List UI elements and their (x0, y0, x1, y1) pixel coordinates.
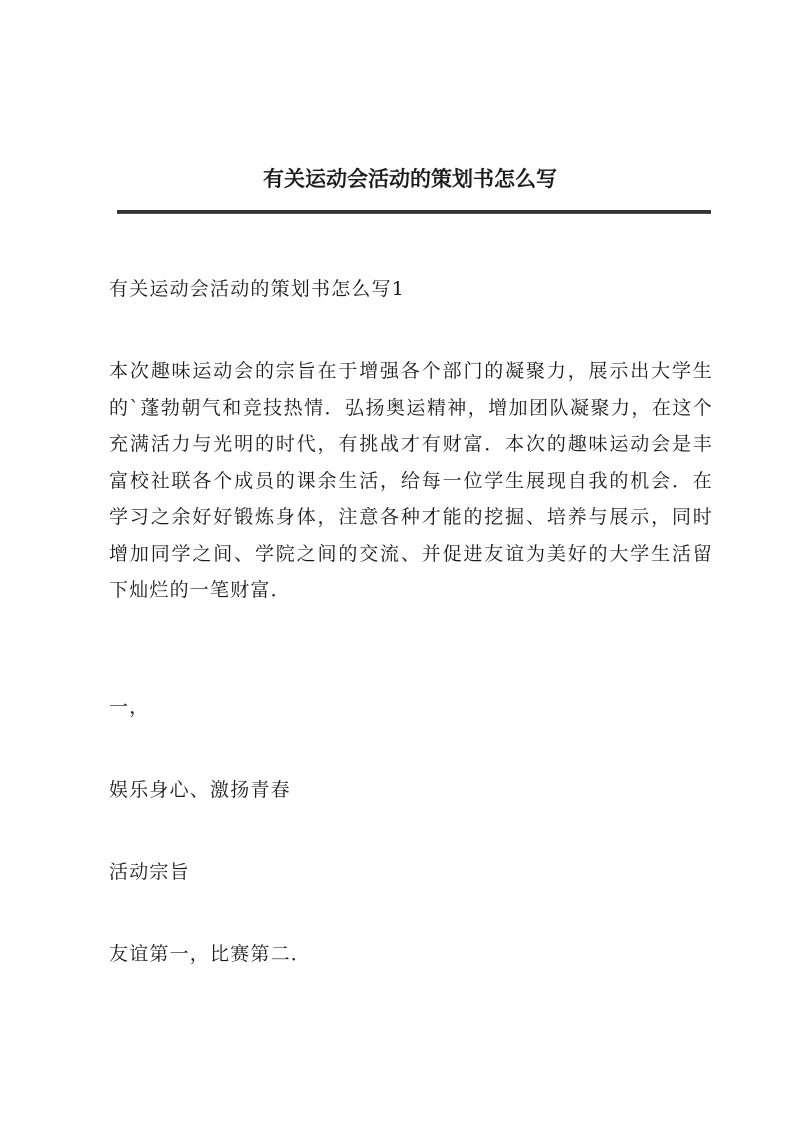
section-number: 一， (109, 696, 150, 718)
aim-text: 友谊第一，比赛第二． (109, 943, 312, 965)
section-heading: 有关运动会活动的策划书怎么写1 (109, 278, 406, 300)
aim-heading: 活动宗旨 (109, 861, 190, 883)
document-title: 有关运动会活动的策划书怎么写 (263, 166, 557, 191)
theme-heading: 娱乐身心、激扬青春 (109, 779, 291, 801)
title-divider (117, 210, 711, 214)
intro-paragraph: 本次趣味运动会的宗旨在于增强各个部门的凝聚力，展示出大学生的`蓬勃朝气和竞技热情．弘扬奥运精神，增加团队凝聚力，在这个充满活力与光明的时代，有挑战才有财富．本次的趣味运动会是丰富校社联各个成员的课余生活，给每一位学生展现自我的机会．在学习之余好好锻炼身体，注意各种才能的挖掘、培养与展示，同时增加同学之间、学院之间的交流、并促进友谊为美好的大学生活留下灿烂的一笔财富． (109, 360, 713, 601)
